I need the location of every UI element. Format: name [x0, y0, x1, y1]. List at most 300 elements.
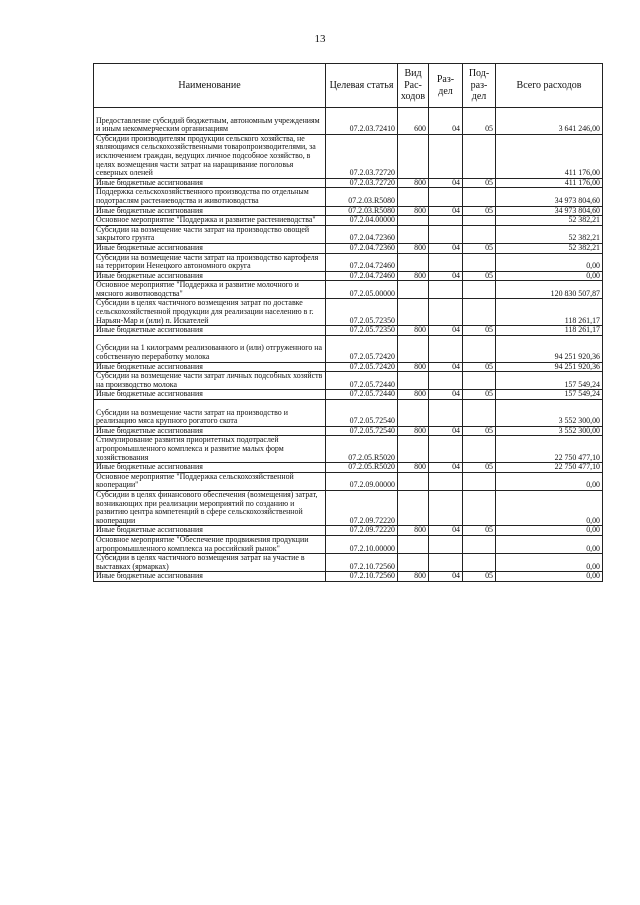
row-total-text: 94 251 920,36 — [554, 362, 600, 371]
row-code-text: 07.2.05.00000 — [349, 288, 395, 298]
row-code — [326, 178, 398, 188]
row-code-text: 07.2.05.R5020 — [348, 462, 395, 472]
row-vid — [398, 490, 429, 525]
row-name-text: Субсидии на возмещение части затрат на производство картофеля на территории Ненецкого автономного округа — [96, 253, 319, 271]
row-razdel — [429, 281, 463, 299]
row-total — [496, 400, 603, 427]
row-name — [94, 206, 326, 216]
row-name-text: Стимулирование развития приоритетных подотраслей агропромышленного комплекса и развитие малых форм хозяйствования — [96, 435, 284, 462]
row-podrazdel — [463, 362, 496, 372]
row-code — [326, 526, 398, 536]
row-code — [326, 426, 398, 436]
row-name-text: Основное мероприятие "Обеспечение продвижения продукции агропромышленного комплекса на российский рынок" — [96, 535, 309, 553]
row-podrazdel-text: 05 — [485, 389, 493, 399]
row-podrazdel — [463, 572, 496, 582]
row-podrazdel-text: 05 — [485, 178, 493, 187]
row-total-text: 22 750 477,10 — [554, 462, 600, 472]
row-razdel-text: 04 — [452, 271, 460, 280]
row-code — [326, 490, 398, 525]
row-name-text: Иные бюджетные ассигнования — [96, 206, 203, 215]
row-razdel-text: 04 — [452, 389, 460, 399]
row-vid — [398, 108, 429, 135]
row-vid — [398, 299, 429, 326]
row-name-text: Субсидии производителям продукции сельского хозяйства, не являющимся сельскохозяйственными товаропроизводителями, за исключением граждан, ведущих личное подсобное хозяйство, в целях возмещения части затрат на наращивание поголовья северных оленей — [96, 134, 316, 178]
row-name — [94, 216, 326, 226]
row-vid — [398, 362, 429, 372]
table-row — [94, 178, 603, 188]
row-podrazdel — [463, 490, 496, 525]
row-vid-text: 800 — [414, 243, 426, 252]
row-vid — [398, 326, 429, 336]
row-razdel-text: 04 — [452, 325, 460, 335]
row-razdel — [429, 271, 463, 281]
row-total — [496, 253, 603, 271]
row-name — [94, 362, 326, 372]
row-vid — [398, 436, 429, 463]
row-name — [94, 188, 326, 206]
row-vid — [398, 188, 429, 206]
row-name — [94, 335, 326, 362]
row-vid — [398, 206, 429, 216]
row-total-text: 52 382,21 — [568, 215, 600, 225]
row-vid — [398, 400, 429, 427]
row-code-text: 07.2.05.72440 — [349, 389, 395, 399]
row-name-text: Субсидии на возмещение части затрат личных подсобных хозяйств на производство молока — [96, 371, 323, 389]
row-podrazdel — [463, 400, 496, 427]
row-podrazdel — [463, 526, 496, 536]
row-razdel — [429, 326, 463, 336]
row-name-text: Предоставление субсидий бюджетным, автономным учреждениям и иным некоммерческим организациям — [96, 115, 320, 134]
row-vid-text: 600 — [414, 124, 426, 134]
row-total-text: 52 382,21 — [568, 243, 600, 252]
row-code — [326, 206, 398, 216]
row-vid-text: 800 — [414, 389, 426, 399]
row-vid-text: 800 — [414, 571, 426, 581]
row-razdel — [429, 436, 463, 463]
row-razdel — [429, 216, 463, 226]
row-total — [496, 526, 603, 536]
row-name — [94, 572, 326, 582]
row-code-text: 07.2.10.00000 — [349, 543, 395, 553]
row-vid — [398, 572, 429, 582]
row-podrazdel — [463, 436, 496, 463]
row-code-text: 07.2.04.72460 — [349, 271, 395, 280]
row-name — [94, 554, 326, 572]
row-razdel — [429, 426, 463, 436]
row-code-text: 07.2.05.72420 — [349, 352, 395, 362]
header-vid: Вид Рас-ходов — [398, 64, 429, 108]
row-total-text: 3 552 300,00 — [558, 416, 600, 426]
table-row — [94, 216, 603, 226]
row-vid — [398, 134, 429, 178]
row-name-text: Субсидии на возмещение части затрат на производство и реализацию мяса крупного рогатого скота — [96, 407, 288, 426]
row-podrazdel-text: 05 — [485, 243, 493, 252]
table-row — [94, 271, 603, 281]
row-podrazdel-text: 05 — [485, 124, 493, 134]
row-podrazdel-text: 05 — [485, 206, 493, 215]
row-total — [496, 225, 603, 243]
table-row — [94, 572, 603, 582]
row-code — [326, 554, 398, 572]
row-total-text: 3 641 246,00 — [558, 124, 600, 134]
row-podrazdel — [463, 335, 496, 362]
row-total — [496, 271, 603, 281]
row-total-text: 34 973 804,60 — [554, 195, 600, 205]
row-total — [496, 436, 603, 463]
row-razdel — [429, 390, 463, 400]
row-vid — [398, 271, 429, 281]
table-row — [94, 225, 603, 243]
row-name — [94, 225, 326, 243]
row-razdel — [429, 253, 463, 271]
row-vid-text: 800 — [414, 362, 426, 371]
row-podrazdel — [463, 206, 496, 216]
row-total — [496, 178, 603, 188]
row-razdel — [429, 243, 463, 253]
row-total-text: 120 830 507,87 — [550, 288, 600, 298]
row-name — [94, 526, 326, 536]
row-code — [326, 335, 398, 362]
row-code — [326, 225, 398, 243]
table-row — [94, 554, 603, 572]
row-total-text: 0,00 — [586, 480, 600, 490]
row-name-text: Иные бюджетные ассигнования — [96, 525, 203, 535]
row-podrazdel — [463, 188, 496, 206]
row-razdel-text: 04 — [452, 571, 460, 581]
table-row — [94, 108, 603, 135]
row-code — [326, 572, 398, 582]
row-razdel — [429, 400, 463, 427]
row-name — [94, 108, 326, 135]
row-code-text: 07.2.03.72410 — [349, 124, 395, 134]
row-name-text: Субсидии на возмещение части затрат на производство овощей закрытого грунта — [96, 225, 310, 243]
row-code-text: 07.2.09.72220 — [349, 515, 395, 525]
row-name-text: Иные бюджетные ассигнования — [96, 389, 203, 399]
row-code — [326, 299, 398, 326]
row-code — [326, 535, 398, 553]
row-name — [94, 390, 326, 400]
page-number: 13 — [314, 33, 326, 45]
row-total — [496, 463, 603, 473]
row-code — [326, 362, 398, 372]
row-podrazdel — [463, 372, 496, 390]
row-total-text: 0,00 — [586, 561, 600, 571]
row-code-text: 07.2.09.00000 — [349, 480, 395, 490]
row-total-text: 118 261,17 — [564, 325, 600, 335]
row-total — [496, 299, 603, 326]
row-total-text: 0,00 — [586, 543, 600, 553]
row-name-text: Субсидии в целях финансового обеспечения (возмещения) затрат, возникающих при реализации мероприятий по созданию и развитию центра компетенций в сфере сельскохозяйственной кооперации — [96, 490, 318, 525]
row-name-text: Иные бюджетные ассигнования — [96, 325, 203, 335]
row-vid — [398, 281, 429, 299]
row-razdel-text: 04 — [452, 124, 460, 134]
row-code — [326, 281, 398, 299]
row-razdel-text: 04 — [452, 525, 460, 535]
row-total — [496, 281, 603, 299]
row-vid — [398, 253, 429, 271]
row-vid — [398, 554, 429, 572]
row-code-text: 07.2.05.72350 — [349, 325, 395, 335]
row-total-text: 411 176,00 — [564, 178, 600, 187]
row-name-text: Иные бюджетные ассигнования — [96, 271, 203, 280]
row-name — [94, 436, 326, 463]
row-code — [326, 472, 398, 490]
row-total — [496, 188, 603, 206]
row-razdel — [429, 178, 463, 188]
row-name-text: Основное мероприятие "Поддержка и развитие молочного и мясного животноводства" — [96, 280, 299, 298]
row-razdel-text: 04 — [452, 178, 460, 187]
header-razdel: Раз-дел — [429, 64, 463, 108]
row-code-text: 07.2.03.R5080 — [348, 206, 395, 215]
row-code — [326, 108, 398, 135]
row-code-text: 07.2.04.00000 — [349, 215, 395, 225]
row-podrazdel-text: 05 — [485, 325, 493, 335]
row-vid-text: 800 — [414, 206, 426, 215]
row-code — [326, 390, 398, 400]
row-code-text: 07.2.10.72560 — [349, 571, 395, 581]
row-podrazdel — [463, 243, 496, 253]
row-razdel — [429, 225, 463, 243]
row-code-text: 07.2.04.72360 — [349, 233, 395, 243]
table-row — [94, 335, 603, 362]
row-code-text: 07.2.03.72720 — [349, 178, 395, 187]
row-code-text: 07.2.10.72560 — [349, 561, 395, 571]
row-code — [326, 134, 398, 178]
row-code-text: 07.2.09.72220 — [349, 525, 395, 535]
row-razdel — [429, 572, 463, 582]
row-code-text: 07.2.05.72540 — [349, 416, 395, 426]
header-podrazdel: Под-раз-дел — [463, 64, 496, 108]
row-razdel — [429, 535, 463, 553]
row-code-text: 07.2.05.72540 — [349, 426, 395, 435]
row-total — [496, 554, 603, 572]
row-total — [496, 472, 603, 490]
row-vid — [398, 225, 429, 243]
row-name — [94, 281, 326, 299]
row-total-text: 94 251 920,36 — [554, 352, 600, 362]
table-row — [94, 372, 603, 390]
table-row — [94, 299, 603, 326]
row-name — [94, 253, 326, 271]
row-podrazdel — [463, 134, 496, 178]
table-row — [94, 134, 603, 178]
row-podrazdel — [463, 472, 496, 490]
row-vid — [398, 426, 429, 436]
row-razdel — [429, 299, 463, 326]
table-row — [94, 472, 603, 490]
row-vid — [398, 216, 429, 226]
row-name-text: Субсидии в целях частичного возмещения затрат по доставке сельскохозяйственной продукции для реализации населению в г. Нарьян-Мар и (или) п. Искателей — [96, 298, 314, 325]
row-podrazdel — [463, 178, 496, 188]
row-code — [326, 400, 398, 427]
row-vid-text: 800 — [414, 271, 426, 280]
row-code-text: 07.2.05.R5020 — [348, 452, 395, 462]
row-razdel — [429, 206, 463, 216]
row-total-text: 0,00 — [586, 571, 600, 581]
row-vid — [398, 535, 429, 553]
row-vid — [398, 335, 429, 362]
row-podrazdel — [463, 281, 496, 299]
row-total-text: 52 382,21 — [568, 233, 600, 243]
row-total — [496, 326, 603, 336]
row-name — [94, 490, 326, 525]
table-row — [94, 390, 603, 400]
row-podrazdel-text: 05 — [485, 462, 493, 472]
row-name-text: Иные бюджетные ассигнования — [96, 462, 203, 472]
row-razdel — [429, 134, 463, 178]
row-total — [496, 372, 603, 390]
row-total-text: 0,00 — [586, 525, 600, 535]
header-total: Всего расходов — [496, 64, 603, 108]
row-vid-text: 800 — [414, 525, 426, 535]
row-name — [94, 271, 326, 281]
header-code: Целевая статья — [326, 64, 398, 108]
row-code — [326, 188, 398, 206]
row-total-text: 22 750 477,10 — [554, 452, 600, 462]
row-total — [496, 390, 603, 400]
row-name-text: Иные бюджетные ассигнования — [96, 362, 203, 371]
row-vid — [398, 463, 429, 473]
row-name-text: Иные бюджетные ассигнования — [96, 571, 203, 581]
row-name — [94, 400, 326, 427]
row-total — [496, 535, 603, 553]
row-code — [326, 436, 398, 463]
table-row — [94, 400, 603, 427]
row-vid-text: 800 — [414, 462, 426, 472]
row-podrazdel — [463, 390, 496, 400]
table-row — [94, 326, 603, 336]
table-row — [94, 362, 603, 372]
row-podrazdel — [463, 271, 496, 281]
row-vid — [398, 178, 429, 188]
row-razdel-text: 04 — [452, 206, 460, 215]
row-name — [94, 243, 326, 253]
row-razdel — [429, 188, 463, 206]
row-vid — [398, 472, 429, 490]
row-code-text: 07.2.03.72720 — [349, 168, 395, 178]
row-total — [496, 216, 603, 226]
row-razdel — [429, 554, 463, 572]
table-row — [94, 436, 603, 463]
row-total — [496, 108, 603, 135]
row-code-text: 07.2.04.72360 — [349, 243, 395, 252]
row-vid — [398, 243, 429, 253]
table-row — [94, 188, 603, 206]
row-vid — [398, 390, 429, 400]
row-total — [496, 206, 603, 216]
row-name-text: Основное мероприятие "Поддержка сельскохозяйственной кооперации" — [96, 472, 294, 490]
table-row — [94, 253, 603, 271]
row-code-text: 07.2.03.R5080 — [348, 195, 395, 205]
row-name — [94, 372, 326, 390]
row-code — [326, 216, 398, 226]
row-razdel — [429, 472, 463, 490]
row-code — [326, 372, 398, 390]
row-name — [94, 535, 326, 553]
row-vid-text: 800 — [414, 178, 426, 187]
table-row — [94, 526, 603, 536]
row-code-text: 07.2.04.72460 — [349, 261, 395, 271]
row-code — [326, 253, 398, 271]
table-row — [94, 463, 603, 473]
row-podrazdel — [463, 225, 496, 243]
row-podrazdel-text: 05 — [485, 571, 493, 581]
row-total — [496, 134, 603, 178]
header-name: Наименование — [94, 64, 326, 108]
row-podrazdel-text: 05 — [485, 426, 493, 435]
row-podrazdel-text: 05 — [485, 362, 493, 371]
row-name — [94, 178, 326, 188]
table-body — [94, 108, 603, 582]
row-total-text: 411 176,00 — [564, 168, 600, 178]
table-row — [94, 281, 603, 299]
row-podrazdel — [463, 108, 496, 135]
row-podrazdel-text: 05 — [485, 271, 493, 280]
row-code-text: 07.2.05.72350 — [349, 315, 395, 325]
row-razdel-text: 04 — [452, 426, 460, 435]
row-name — [94, 134, 326, 178]
row-podrazdel — [463, 463, 496, 473]
row-razdel — [429, 372, 463, 390]
row-razdel-text: 04 — [452, 362, 460, 371]
row-name — [94, 463, 326, 473]
row-code — [326, 463, 398, 473]
row-total-text: 157 549,24 — [564, 379, 600, 389]
row-name-text: Субсидии в целях частичного возмещения затрат на участие в выставках (ярмарках) — [96, 553, 305, 571]
row-razdel — [429, 335, 463, 362]
row-name-text: Иные бюджетные ассигнования — [96, 243, 203, 252]
row-name — [94, 472, 326, 490]
row-name — [94, 326, 326, 336]
row-razdel-text: 04 — [452, 243, 460, 252]
row-total-text: 0,00 — [586, 271, 600, 280]
row-razdel — [429, 526, 463, 536]
table-row — [94, 426, 603, 436]
row-total-text: 3 552 300,00 — [558, 426, 600, 435]
table-row — [94, 490, 603, 525]
row-code — [326, 271, 398, 281]
row-razdel — [429, 108, 463, 135]
row-code — [326, 326, 398, 336]
table-row — [94, 243, 603, 253]
row-podrazdel — [463, 253, 496, 271]
row-total — [496, 243, 603, 253]
row-total-text: 0,00 — [586, 515, 600, 525]
row-code-text: 07.2.05.72440 — [349, 379, 395, 389]
row-podrazdel — [463, 426, 496, 436]
row-razdel — [429, 463, 463, 473]
row-total-text: 157 549,24 — [564, 389, 600, 399]
budget-table — [93, 63, 603, 582]
row-total-text: 34 973 804,60 — [554, 206, 600, 215]
row-total — [496, 490, 603, 525]
row-name — [94, 426, 326, 436]
row-name-text: Основное мероприятие "Поддержка и развитие растениеводства" — [96, 215, 316, 225]
row-razdel — [429, 490, 463, 525]
row-razdel — [429, 362, 463, 372]
table-header-row — [94, 64, 603, 108]
row-total-text: 118 261,17 — [564, 315, 600, 325]
table-row — [94, 206, 603, 216]
row-vid-text: 800 — [414, 426, 426, 435]
row-podrazdel-text: 05 — [485, 525, 493, 535]
row-total — [496, 335, 603, 362]
row-name — [94, 299, 326, 326]
row-name-text: Иные бюджетные ассигнования — [96, 426, 203, 435]
row-code-text: 07.2.05.72420 — [349, 362, 395, 371]
row-name-text: Поддержка сельскохозяйственного производства по отдельным подотраслям растениеводства и животноводства — [96, 187, 309, 205]
row-total — [496, 362, 603, 372]
